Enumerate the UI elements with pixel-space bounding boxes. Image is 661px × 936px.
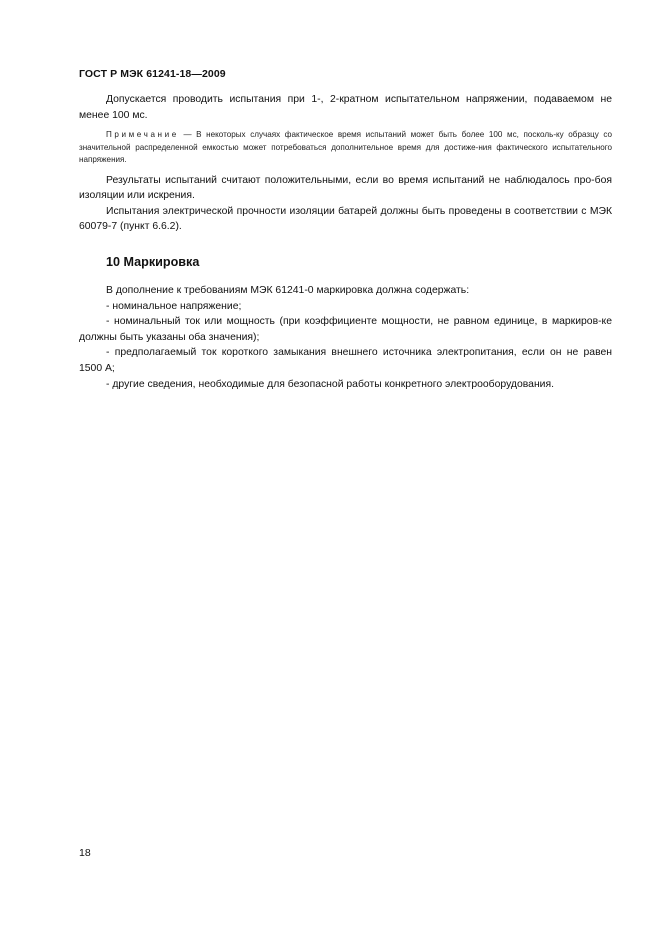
marking-item: - номинальный ток или мощность (при коэффициенте мощности, не равном единице, в маркиров-ке должны быть указаны оба значения); [79,316,612,343]
page-content [79,92,612,392]
marking-item: - другие сведения, необходимые для безопасной работы конкретного электрооборудования. [106,378,555,390]
note [79,129,612,167]
paragraph-battery-insulation: Испытания электрической прочности изоляции батарей должны быть проведены в соответствии с МЭК 60079-7 (пункт 6.6.2). [79,205,612,233]
document-header: ГОСТ Р МЭК 61241-18—2009 [79,68,226,80]
marking-item: - предполагаемый ток короткого замыкания внешнего источника электропитания, если он не равен 1500 А; [79,347,612,375]
paragraph-test-voltage: Допускается проводить испытания при 1-, 2-кратном испытательном напряжении, подаваемом не менее 100 мс. [79,94,612,121]
marking-intro: В дополнение к требованиям МЭК 61241-0 маркировка должна содержать: [106,285,470,297]
note-label: Примечание [106,130,179,140]
marking-item: - номинальное напряжение; [106,300,242,312]
paragraph-test-results: Результаты испытаний считают положительными, если во время испытаний не наблюдалось про-боя изоляции или искрения. [79,174,612,202]
section-title-marking: 10 Маркировка [106,255,200,270]
page-number: 18 [79,847,91,859]
note-text: — В некоторых случаях фактическое время испытаний может быть более 100 мс, посколь-ку образцу со значительной распределенной емкостью может потребоваться дополнительное время для достиже-ния фактического испытательного напряжения. [79,130,612,165]
